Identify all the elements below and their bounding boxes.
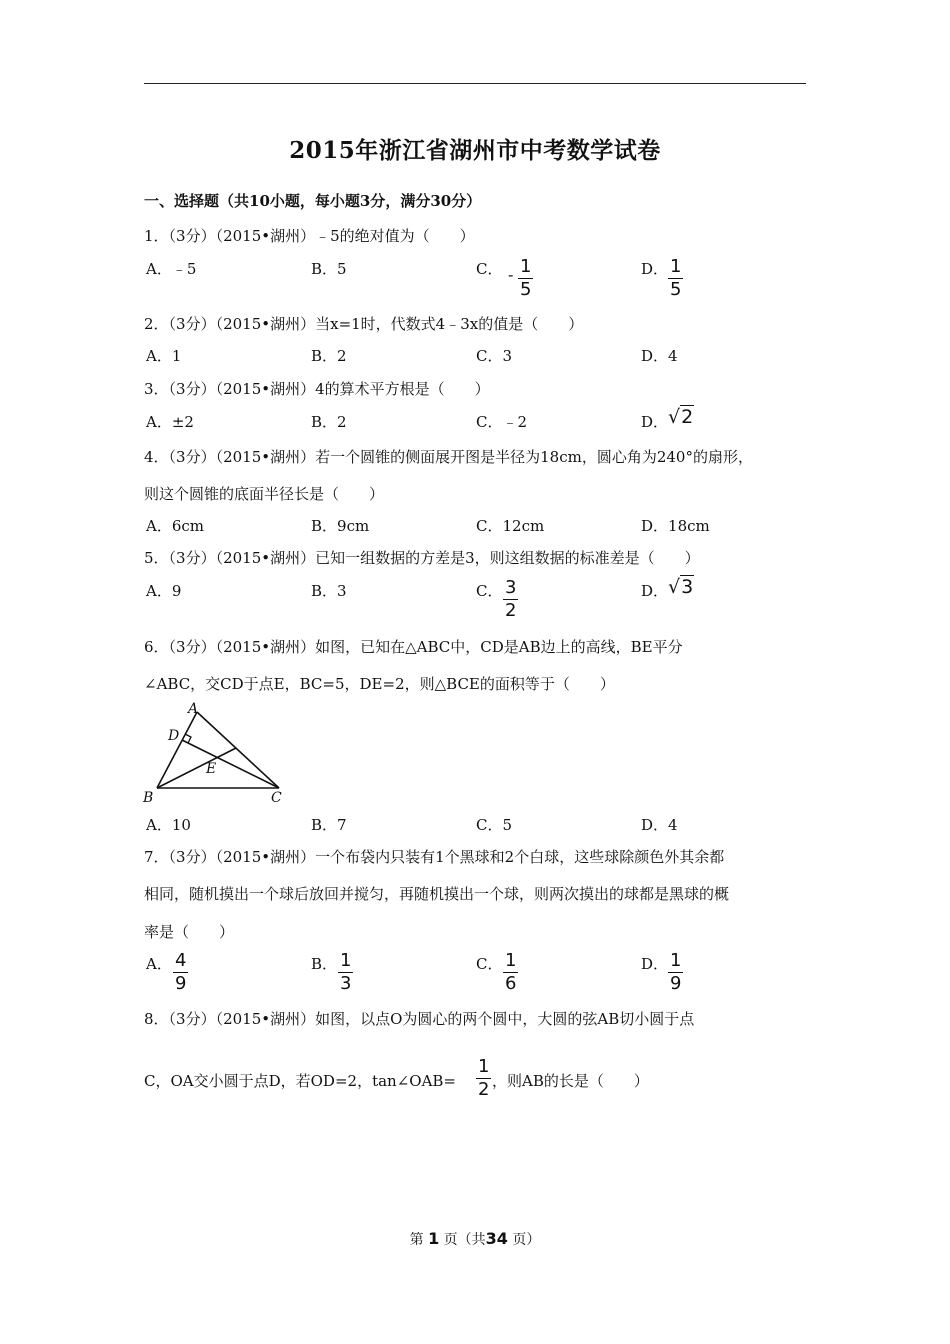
triangle-figure <box>142 702 290 810</box>
section-heading: 一、选择题（共10小题，每小题3分，满分30分） <box>144 192 482 210</box>
q8-denominator: 2 <box>478 1079 490 1100</box>
q1-option-a: A．﹣5 <box>146 260 197 278</box>
q5-option-b: B．3 <box>311 582 347 600</box>
q8-tan-fraction <box>476 1057 491 1100</box>
q1-d-denominator: 5 <box>670 279 682 300</box>
q5-c-numerator: 3 <box>505 577 517 598</box>
label-c: C <box>271 790 282 806</box>
q4-option-b: B．9cm <box>311 517 370 535</box>
q5-option-c-fraction <box>503 578 518 621</box>
segment-ba <box>157 712 197 788</box>
q3-option-d-label: D． <box>641 413 669 431</box>
q3-d-radicand: 2 <box>681 406 694 428</box>
q7-a-denominator: 9 <box>175 973 187 994</box>
q5-option-d-label: D． <box>641 582 669 600</box>
q3-option-a: A．±2 <box>146 413 194 431</box>
q5-c-denominator: 2 <box>505 600 517 621</box>
q3-option-b: B．2 <box>311 413 347 431</box>
q7-b-numerator: 1 <box>340 950 352 971</box>
q3-option-d-sqrt: √2 <box>668 406 694 428</box>
question-7-stem-line3: 率是（ ） <box>144 923 235 941</box>
q2-option-a: A．1 <box>146 347 182 365</box>
question-8-stem-line1: 8．（3分）（2015•湖州）如图，以点O为圆心的两个圆中，大圆的弦AB切小圆于点 <box>144 1010 695 1028</box>
question-4-stem-line2: 则这个圆锥的底面半径长是（ ） <box>144 485 385 503</box>
q4-option-c: C．12cm <box>476 517 545 535</box>
q7-d-denominator: 9 <box>670 973 682 994</box>
q4-option-d: D．18cm <box>641 517 710 535</box>
q7-option-a-fraction <box>173 951 188 994</box>
total-pages: 34 <box>485 1229 508 1248</box>
question-1-stem: 1．（3分）（2015•湖州）﹣5的绝对值为（ ） <box>144 227 475 245</box>
q7-c-numerator: 1 <box>505 950 517 971</box>
q1-option-d-fraction <box>668 257 683 300</box>
question-7-stem-line1: 7．（3分）（2015•湖州）一个布袋内只装有1个黑球和2个白球，这些球除颜色外其余都 <box>144 848 725 866</box>
page-title: 2015年浙江省湖州市中考数学试卷 <box>289 137 661 164</box>
question-5-stem: 5．（3分）（2015•湖州）已知一组数据的方差是3，则这组数据的标准差是（ ） <box>144 549 700 567</box>
q7-option-d-label: D． <box>641 955 669 973</box>
question-6-stem-line1: 6．（3分）（2015•湖州）如图，已知在△ABC中，CD是AB边上的高线，BE平分 <box>144 638 683 656</box>
q7-option-d-fraction <box>668 951 683 994</box>
q1-option-b: B．5 <box>311 260 347 278</box>
question-2-stem: 2．（3分）（2015•湖州）当x=1时，代数式4﹣3x的值是（ ） <box>144 315 584 333</box>
q1-c-numerator: 1 <box>520 256 532 277</box>
page-number: 1 <box>428 1229 440 1248</box>
q7-option-a-label: A． <box>146 955 172 973</box>
q2-option-d: D．4 <box>641 347 678 365</box>
q1-c-denominator: 5 <box>520 279 532 300</box>
q1-option-c-label: C． <box>476 260 503 278</box>
q5-option-a: A．9 <box>146 582 182 600</box>
question-8-stem-line2-post: ，则AB的长是（ ） <box>492 1072 649 1090</box>
question-8-stem-line2-pre: C，OA交小圆于点D，若OD=2，tan∠OAB= <box>144 1072 456 1090</box>
q7-d-numerator: 1 <box>670 950 682 971</box>
q1-option-c-sign: - <box>508 266 514 284</box>
q6-option-c: C．5 <box>476 816 513 834</box>
q7-option-c-label: C． <box>476 955 503 973</box>
label-e: E <box>206 761 217 777</box>
q7-c-denominator: 6 <box>505 973 517 994</box>
label-b: B <box>143 790 154 806</box>
q4-option-a: A．6cm <box>146 517 205 535</box>
q1-d-numerator: 1 <box>670 256 682 277</box>
q6-option-b: B．7 <box>311 816 347 834</box>
q7-a-numerator: 4 <box>175 950 187 971</box>
q1-option-c-fraction <box>518 257 533 300</box>
q6-option-d: D．4 <box>641 816 678 834</box>
q1-option-d-label: D． <box>641 260 669 278</box>
q6-option-a: A．10 <box>146 816 191 834</box>
segment-be <box>157 748 236 788</box>
header-rule <box>144 83 806 84</box>
footer-prefix: 第 <box>409 1232 424 1248</box>
q5-d-radicand: 3 <box>681 576 694 598</box>
label-a: A <box>188 702 199 717</box>
q3-option-c: C．﹣2 <box>476 413 528 431</box>
footer-suffix: 页） <box>512 1232 541 1248</box>
page-footer <box>0 1229 950 1249</box>
segment-cd <box>182 740 279 788</box>
question-6-stem-line2: ∠ABC，交CD于点E，BC=5，DE=2，则△BCE的面积等于（ ） <box>144 675 615 693</box>
q5-option-c-label: C． <box>476 582 503 600</box>
q7-option-b-label: B． <box>311 955 338 973</box>
q2-option-b: B．2 <box>311 347 347 365</box>
q7-option-c-fraction <box>503 951 518 994</box>
label-d: D <box>168 728 180 744</box>
q2-option-c: C．3 <box>476 347 513 365</box>
q7-option-b-fraction <box>338 951 353 994</box>
question-7-stem-line2: 相同，随机摸出一个球后放回并搅匀，再随机摸出一个球，则两次摸出的球都是黑球的概 <box>144 885 730 903</box>
q5-option-d-sqrt: √3 <box>668 576 694 598</box>
question-4-stem-line1: 4．（3分）（2015•湖州）若一个圆锥的侧面展开图是半径为18cm，圆心角为240°的扇形， <box>144 448 753 466</box>
question-3-stem: 3．（3分）（2015•湖州）4的算术平方根是（ ） <box>144 380 490 398</box>
footer-middle: 页（共 <box>443 1232 486 1248</box>
q7-b-denominator: 3 <box>340 973 352 994</box>
q8-numerator: 1 <box>478 1056 490 1077</box>
